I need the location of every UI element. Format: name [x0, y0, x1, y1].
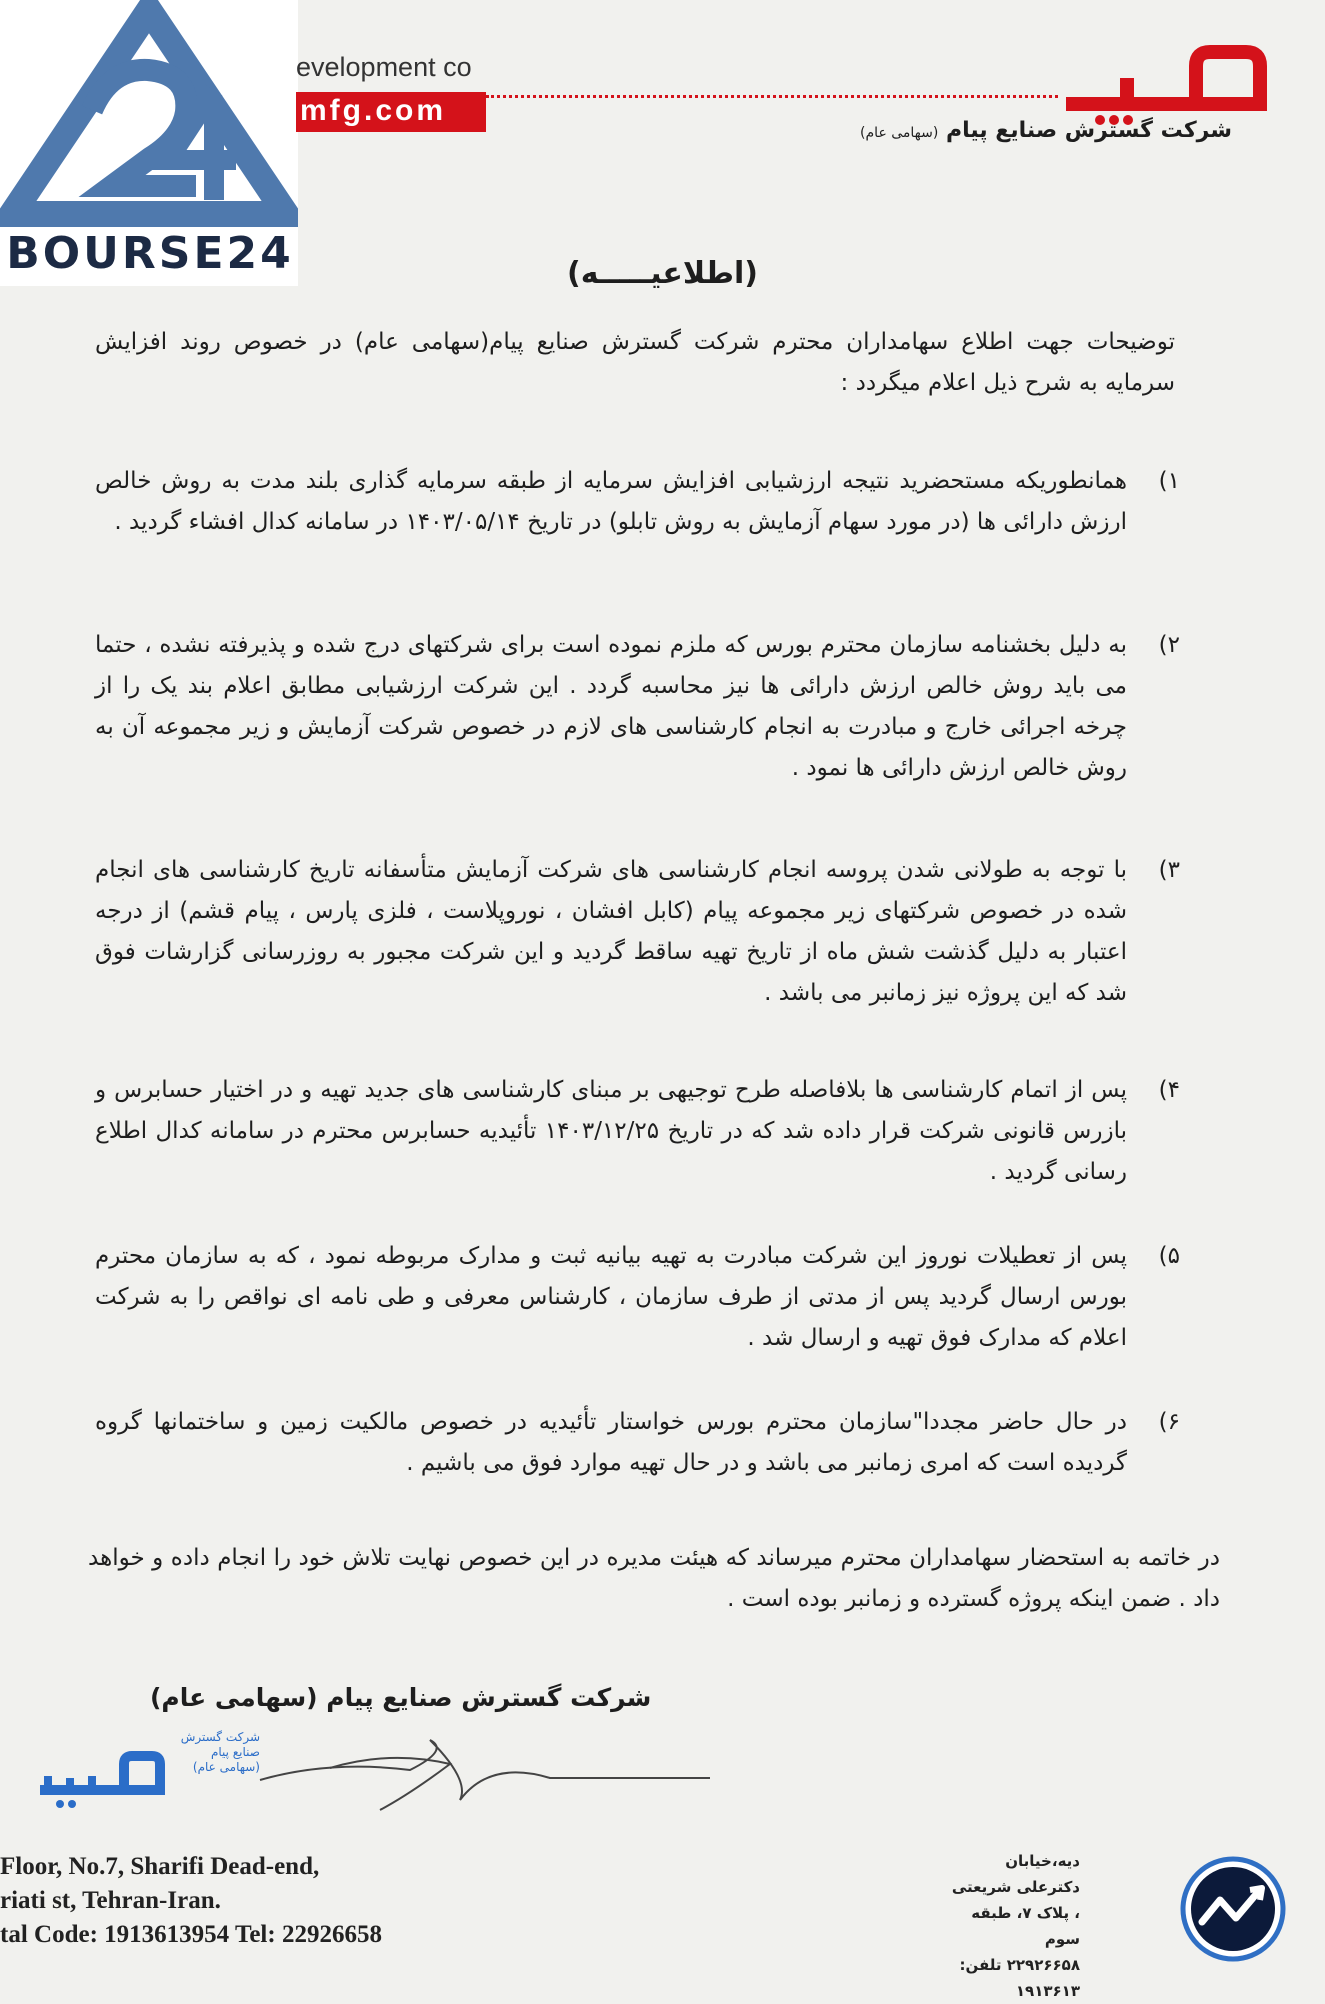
list-item: [95, 461, 1180, 543]
item-number: ۵): [1158, 1243, 1180, 1269]
header-url: mfg.com: [300, 94, 447, 127]
company-type: (سهامی عام): [860, 125, 939, 141]
notice-title: (اطلاعیـــــه): [567, 256, 758, 291]
list-item: [95, 1070, 1180, 1193]
footer-line: دیه،خیابان دکترعلی شریعتی: [951, 1852, 1080, 1896]
item-number: ۴): [1158, 1077, 1180, 1103]
chart-trend-watermark-icon: [1180, 1856, 1286, 1962]
item-number: ۲): [1158, 632, 1180, 658]
closing-paragraph: در خاتمه به استحضار سهامداران محترم میرساند که هیئت مدیره در این خصوص نهایت تلاش خود را انجام داده و خواهد داد . ضمن اینکه پروژه گسترده و زمانبر بوده است .: [88, 1545, 1220, 1612]
stamp-text: [150, 1730, 260, 1775]
list-item: [95, 850, 1180, 1014]
item-number: ۶): [1158, 1409, 1180, 1435]
footer-line: ۲۲۹۲۶۶۵۸ تلفن: ۱۹۱۳۶۱۳: [959, 1956, 1080, 2000]
company-header-name: [860, 118, 1232, 143]
footer-address-en: [0, 1850, 382, 1952]
list-item: [95, 625, 1180, 789]
watermark-text: BOURSE24: [6, 228, 294, 279]
footer-line: riati st, Tehran-Iran.: [0, 1887, 221, 1914]
header-english-name: evelopment co: [296, 52, 472, 82]
company-stamp-and-signature: [30, 1720, 720, 1820]
list-item: [95, 1236, 1180, 1359]
item-text: پس از تعطیلات نوروز این شرکت مبادرت به تهیه بیانیه ثبت و مدارک مربوطه نمود ، که به سازمان محترم بورس ارسال گردید پس از مدتی از طرف سازمان ، کارشناس معرفی و طی نامه ای نواقص را به شرکت اعلام که مدارک فوق تهیه و ارسال شد .: [95, 1243, 1127, 1351]
footer-address-fa: [940, 1848, 1080, 2004]
item-text: همانطوریکه مستحضرید نتیجه ارزشیابی افزایش سرمایه از طبقه سرمایه گذاری بلند مدت به روش خالص ارزش دارائی ها (در مورد سهام آزمایش به روش تابلو) در تاریخ ۱۴۰۳/۰۵/۱۴ در سامانه کدال افشاء گردید .: [95, 468, 1127, 535]
item-text: با توجه به طولانی شدن پروسه انجام کارشناسی های شرکت آزمایش متأسفانه تاریخ کارشناسی های انجام شده در خصوص شرکتهای زیر مجموعه پیام (کابل افشان ، نوروپلاست ، فلزی پارس ، پیام قشم) از درجه اعتبار به دلیل گذشت شش ماه از تاریخ تهیه ساقط گردید و این شرکت مجبور به روزرسانی گزارشات فوق شد که این پروژه نیز زمانبر می باشد .: [95, 857, 1127, 1006]
footer-line: ، پلاک ۷، طبقه سوم: [971, 1904, 1080, 1948]
item-text: پس از اتمام کارشناسی ها بلافاصله طرح توجیهی بر مبنای کارشناسی های جدید تهیه و در اختیار حسابرس و بازرس قانونی شرکت قرار داده شد که در تاریخ ۱۴۰۳/۱۲/۲۵ تأئیدیه حسابرس محترم در سامانه کدال اطلاع رسانی گردید .: [95, 1077, 1127, 1185]
stamp-line: شرکت گسترش صنایع پیام: [180, 1730, 260, 1759]
item-number: ۱): [1158, 468, 1180, 494]
list-item: [95, 1402, 1180, 1484]
item-text: به دلیل بخشنامه سازمان محترم بورس که ملزم نموده است برای شرکتهای درج شده و پذیرفته نشده ، حتما می باید روش خالص ارزش دارائی ها نیز محاسبه گردد . این شرکت ارزشیابی مطابق اعلام بند یک را از چرخه اجرائی خارج و مبادرت به انجام کارشناسی های لازم در خصوص شرکت آزمایش و زیر مجموعه آن به روش خالص ارزش دارائی ها نمود .: [95, 632, 1127, 781]
bourse24-triangle-icon: [0, 0, 298, 230]
item-number: ۳): [1158, 857, 1180, 883]
company-name: شرکت گسترش صنایع پیام: [946, 118, 1232, 143]
item-text: در حال حاضر مجددا"سازمان محترم بورس خواستار تأئیدیه در خصوص مالکیت زمین و ساختمانها گروه گردیده است که امری زمانبر می باشد و در حال تهیه موارد فوق می باشیم .: [95, 1409, 1127, 1476]
stamp-line: (سهامی عام): [192, 1760, 260, 1774]
footer-line: Floor, No.7, Sharifi Dead-end,: [0, 1853, 320, 1880]
header-divider: [486, 95, 1058, 98]
footer-line: tal Code: 1913613954 Tel: 22926658: [0, 1921, 382, 1948]
intro-paragraph: توضیحات جهت اطلاع سهامداران محترم شرکت گسترش صنایع پیام(سهامی عام) در خصوص روند افزایش سرمایه به شرح ذیل اعلام میگردد :: [95, 329, 1175, 396]
signature-company-name: شرکت گسترش صنایع پیام (سهامی عام): [150, 1683, 652, 1712]
